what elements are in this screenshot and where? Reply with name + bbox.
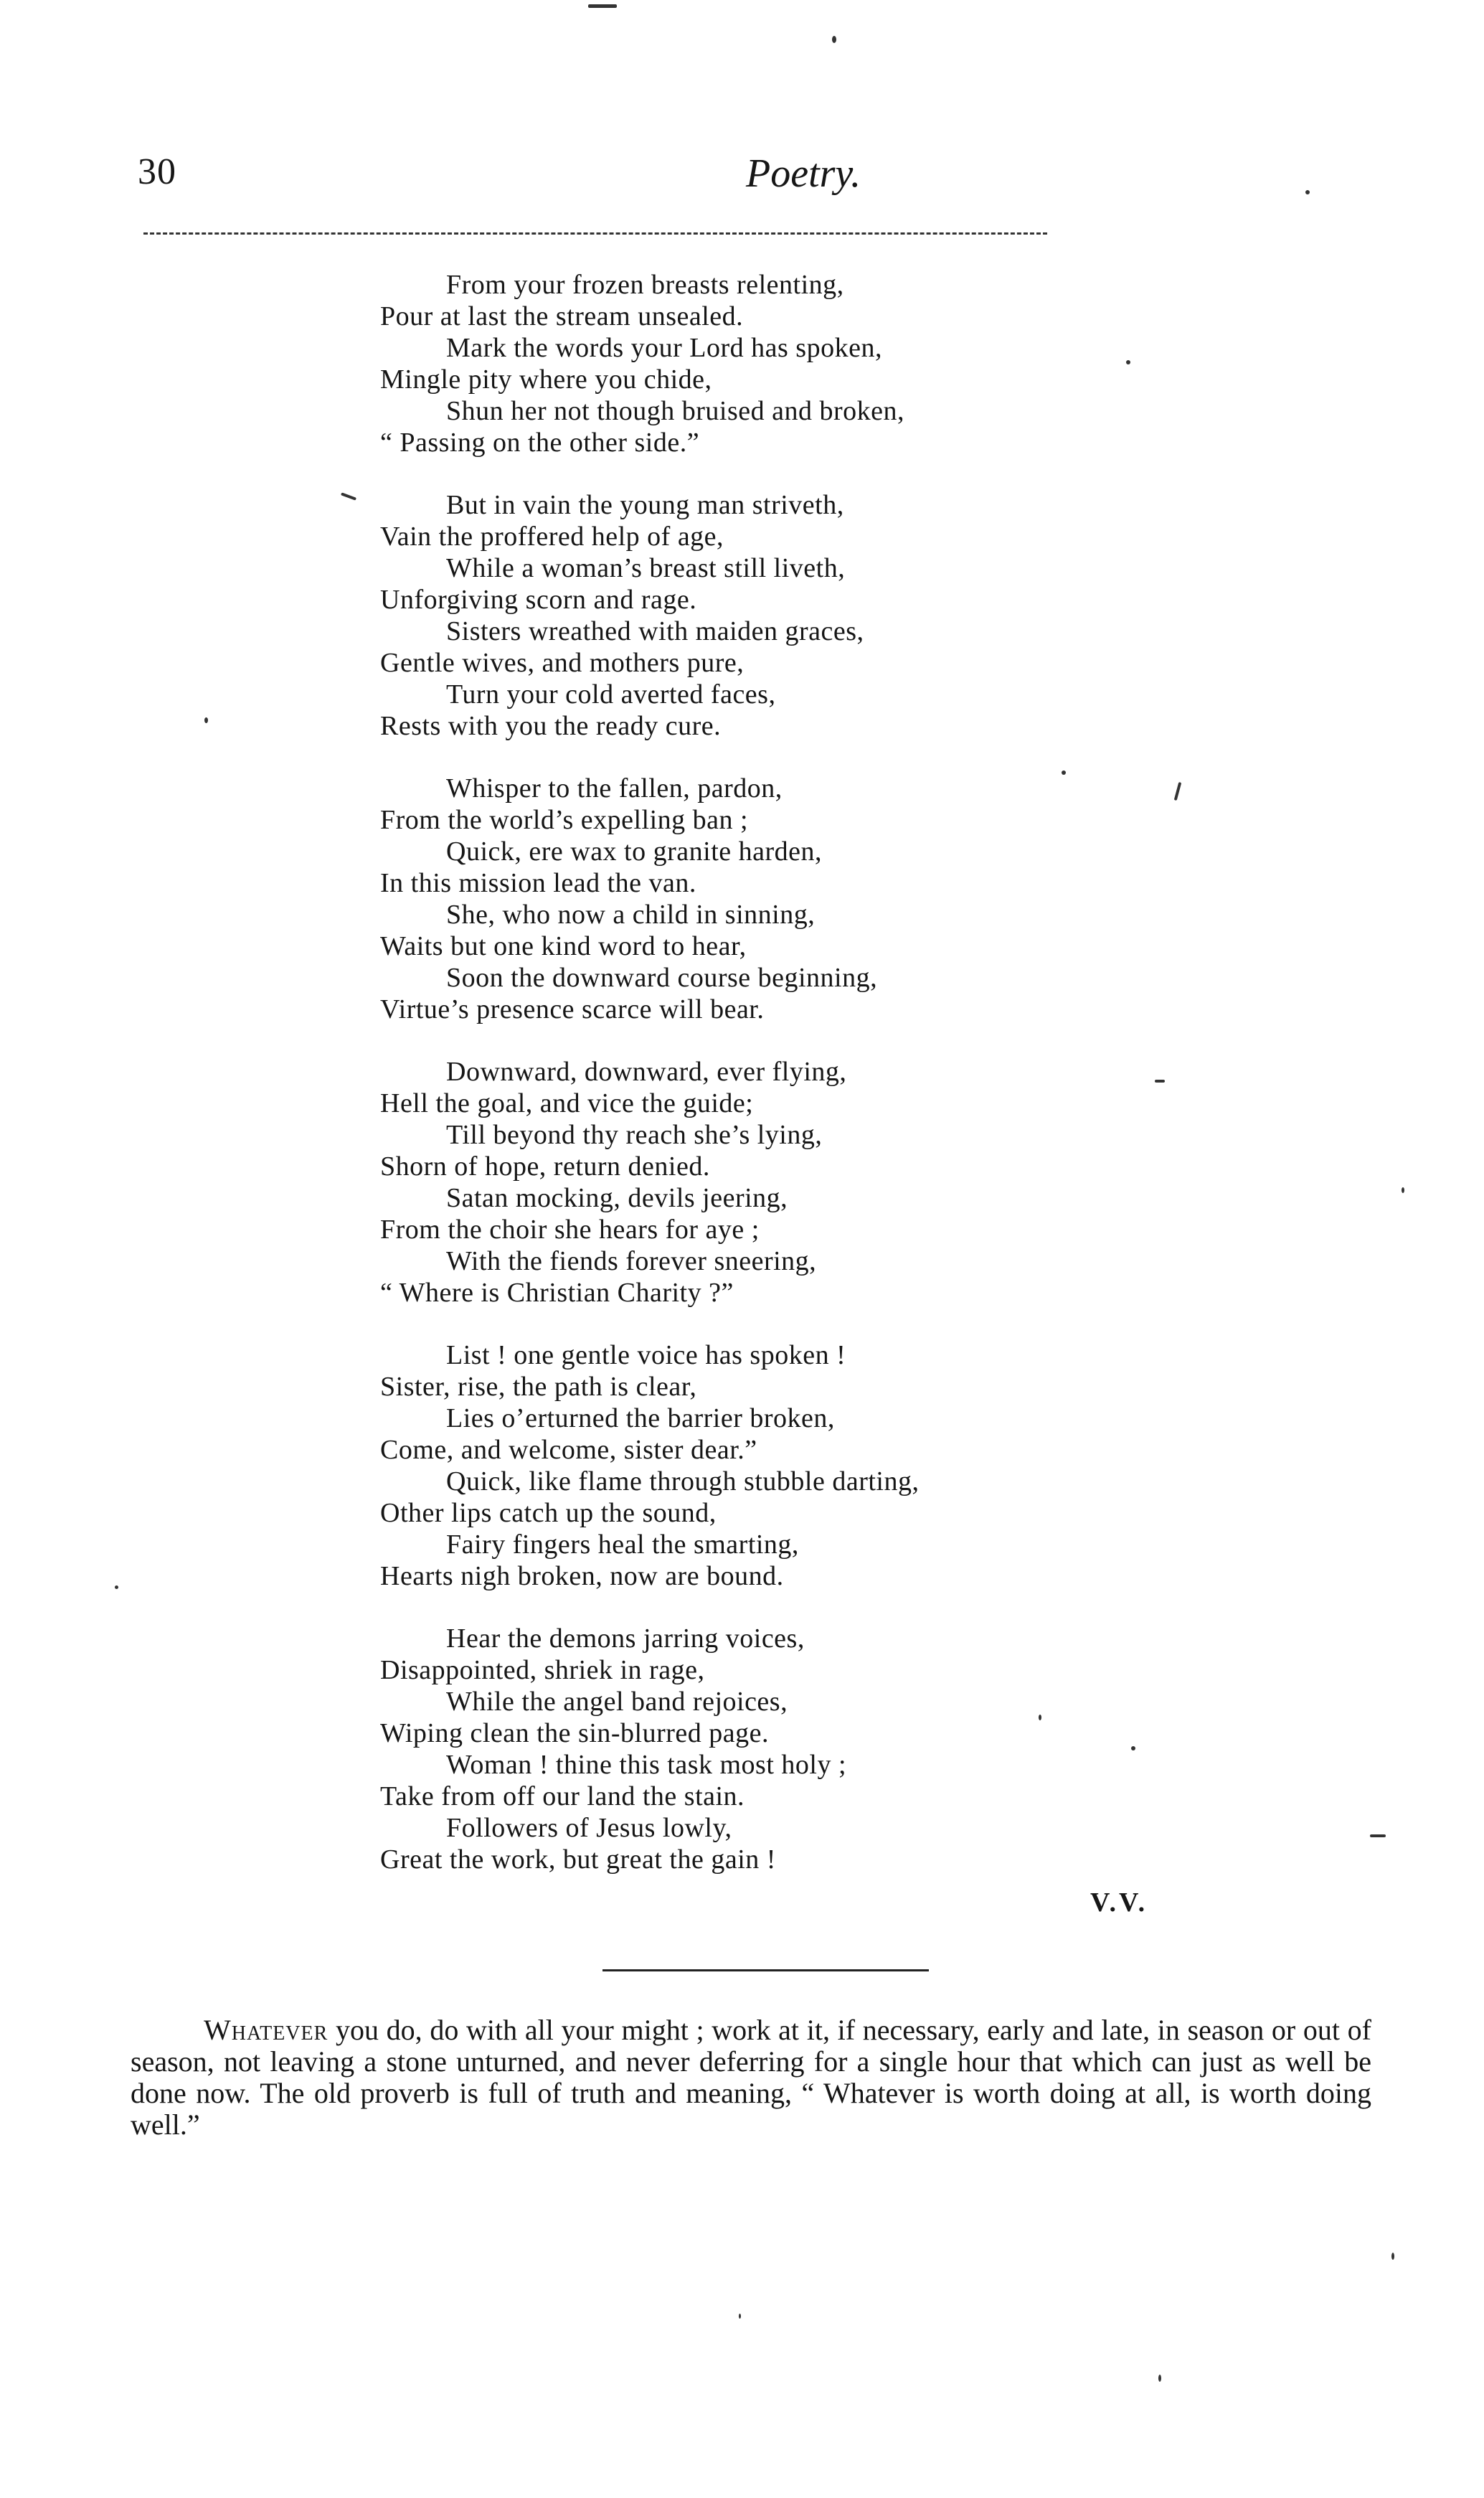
header-rule (143, 232, 1047, 235)
scan-speck (1391, 2253, 1394, 2260)
poem-line: Disappointed, shriek in rage, (380, 1655, 705, 1685)
poem-line: Sisters wreathed with maiden graces, (446, 616, 864, 646)
scan-speck (1370, 1834, 1386, 1837)
poem-line: While the angel band rejoices, (446, 1687, 788, 1717)
poem-line: Hearts nigh broken, now are bound. (380, 1561, 784, 1591)
poem-stanza (380, 1623, 1169, 1875)
prose-paragraph (131, 2014, 1371, 2141)
poem-line: From the choir she hears for aye ; (380, 1215, 760, 1245)
poem-line: From the world’s expelling ban ; (380, 805, 749, 835)
scan-speck (1305, 190, 1310, 194)
scan-speck (832, 36, 836, 43)
poem-line: Other lips catch up the sound, (380, 1498, 717, 1528)
poem-signature: V.V. (1090, 1887, 1148, 1918)
poem-stanza (380, 773, 1169, 1025)
poem-line: “ Passing on the other side.” (380, 428, 700, 458)
poem-line: Followers of Jesus lowly, (446, 1813, 732, 1843)
poem (380, 269, 1169, 1906)
poem-stanza (380, 489, 1169, 742)
scan-speck (1174, 782, 1182, 801)
poem-line: Waits but one kind word to hear, (380, 931, 747, 961)
scan-speck (1155, 1080, 1165, 1083)
running-title: Poetry. (746, 151, 861, 196)
poem-stanza (380, 1339, 1169, 1592)
poem-line: Rests with you the ready cure. (380, 711, 722, 741)
poem-line: Shorn of hope, return denied. (380, 1151, 710, 1182)
poem-line: Hell the goal, and vice the guide; (380, 1088, 754, 1118)
scan-speck (1039, 1715, 1041, 1720)
poem-line: Great the work, but great the gain ! (380, 1844, 776, 1875)
poem-line: Woman ! thine this task most holy ; (446, 1750, 847, 1780)
poem-line: List ! one gentle voice has spoken ! (446, 1340, 846, 1370)
scan-speck (1131, 1746, 1135, 1750)
page-header (0, 151, 1484, 215)
poem-line: Virtue’s presence scarce will bear. (380, 994, 765, 1024)
scan-speck (115, 1585, 118, 1589)
prose-text: you do, do with all your might ; work at it, if necessary, early and late, in season or out of season, not leaving a stone unturned, and never deferring for a single hour that which can just as well be done now. The old proverb is full of truth and meaning, “ Whatever is worth doing at all, is worth doing well.” (131, 2014, 1371, 2141)
poem-line: Wiping clean the sin-blurred page. (380, 1718, 770, 1748)
scan-speck (1158, 2375, 1161, 2382)
poem-line: With the fiends forever sneering, (446, 1246, 817, 1276)
scan-speck (1126, 360, 1130, 364)
page-number: 30 (138, 151, 176, 192)
poem-line: Till beyond thy reach she’s lying, (446, 1120, 823, 1150)
poem-line: Vain the proffered help of age, (380, 522, 724, 552)
poem-line: Unforgiving scorn and rage. (380, 585, 697, 615)
poem-line: Fairy fingers heal the smarting, (446, 1530, 799, 1560)
poem-stanza (380, 1056, 1169, 1309)
poem-line: Sister, rise, the path is clear, (380, 1372, 697, 1402)
poem-line: Turn your cold averted faces, (446, 679, 776, 710)
scan-speck (204, 717, 208, 723)
poem-line: Quick, like flame through stubble darting, (446, 1466, 920, 1497)
poem-line: Pour at last the stream unsealed. (380, 301, 744, 331)
poem-line: In this mission lead the van. (380, 868, 696, 898)
poem-line: Mingle pity where you chide, (380, 364, 712, 395)
poem-line: She, who now a child in sinning, (446, 900, 816, 930)
poem-line: Quick, ere wax to granite harden, (446, 836, 823, 867)
prose-lead-word: Whatever (204, 2014, 329, 2046)
scan-speck (341, 492, 356, 500)
poem-line: Shun her not though bruised and broken, (446, 396, 905, 426)
poem-line: “ Where is Christian Charity ?” (380, 1278, 734, 1308)
poem-line: Whisper to the fallen, pardon, (446, 773, 783, 803)
poem-line: But in vain the young man striveth, (446, 490, 844, 520)
poem-line: Downward, downward, ever flying, (446, 1057, 847, 1087)
poem-line: While a woman’s breast still liveth, (446, 553, 846, 583)
poem-line: Mark the words your Lord has spoken, (446, 333, 882, 363)
scan-speck (1402, 1187, 1404, 1193)
poem-line: Soon the downward course beginning, (446, 963, 878, 993)
scan-speck (739, 2314, 741, 2319)
section-separator (602, 1969, 929, 1971)
scan-speck (1062, 770, 1066, 775)
poem-line: Hear the demons jarring voices, (446, 1623, 805, 1654)
poem-line: Gentle wives, and mothers pure, (380, 648, 745, 678)
scan-speck (588, 4, 617, 8)
poem-line: Come, and welcome, sister dear.” (380, 1435, 757, 1465)
poem-line: Lies o’erturned the barrier broken, (446, 1403, 835, 1433)
poem-line: Satan mocking, devils jeering, (446, 1183, 788, 1213)
poem-line: Take from off our land the stain. (380, 1781, 745, 1811)
poem-line: From your frozen breasts relenting, (446, 270, 844, 300)
poem-stanza (380, 269, 1169, 458)
